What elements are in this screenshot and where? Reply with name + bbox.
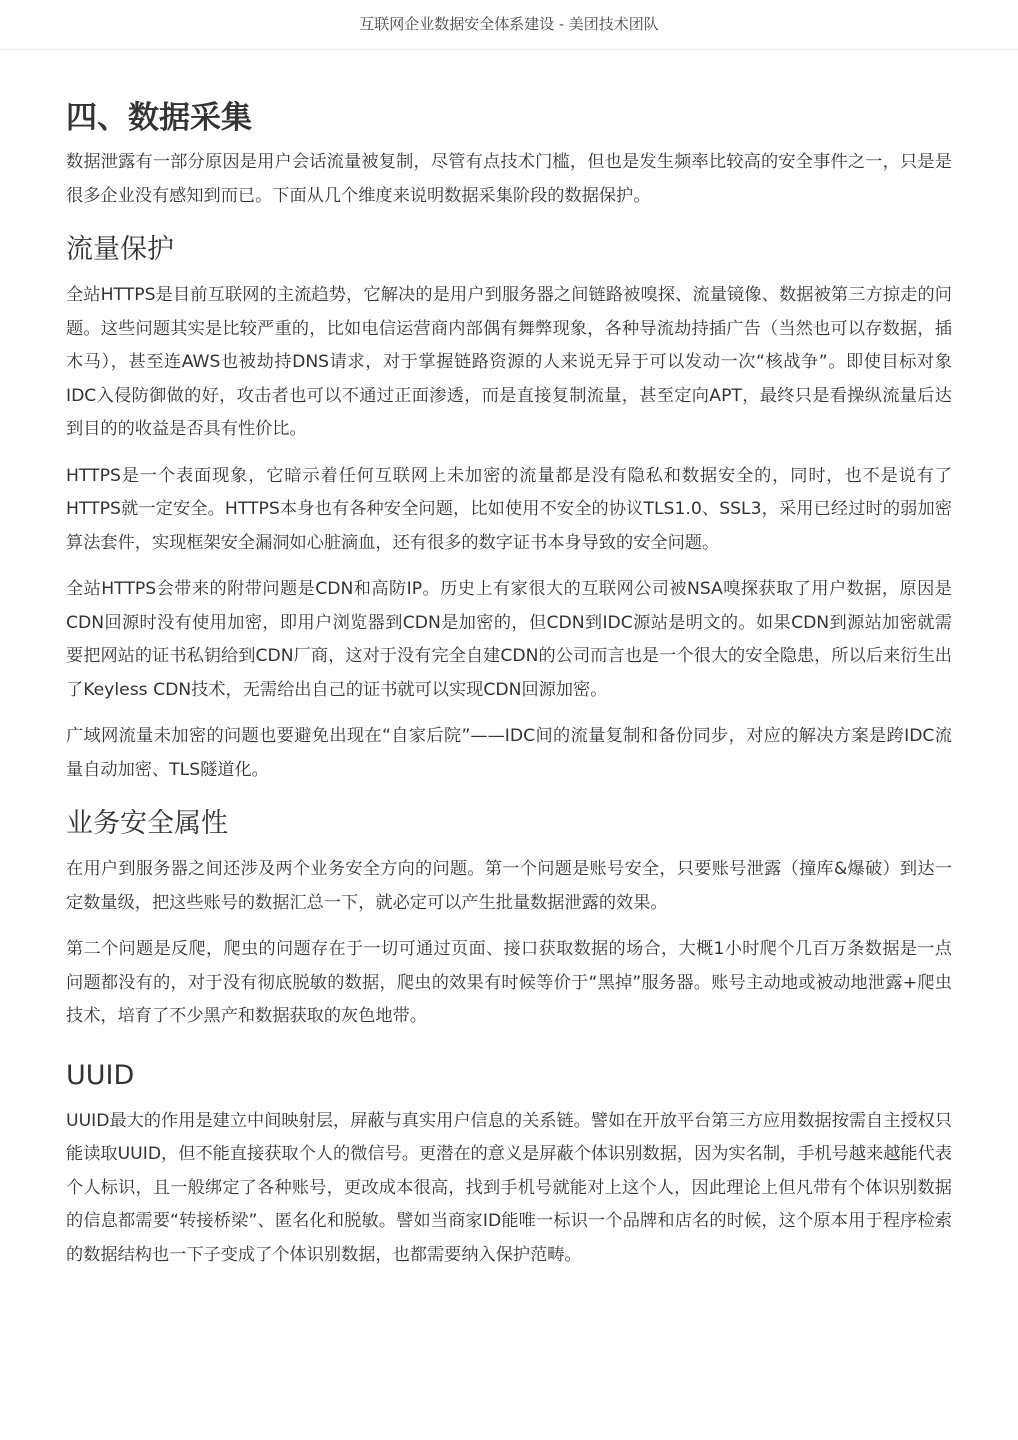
paragraph: HTTPS是一个表面现象，它暗示着任何互联网上未加密的流量都是没有隐私和数据安全的，同时，也不是说有了HTTPS就一定安全。HTTPS本身也有各种安全问题，比如使用不安全的协议TLS1.0、SSL3，采用已经过时的弱加密算法套件，实现框架安全漏洞如心脏滴血，还有很多的数字证书本身导致的安全问题。 xyxy=(66,465,952,553)
paragraph: 全站HTTPS是目前互联网的主流趋势，它解决的是用户到服务器之间链路被嗅探、流量镜像、数据被第三方掠走的问题。这些问题其实是比较严重的，比如电信运营商内部偶有舞弊现象，各种导流劫持插广告（当然也可以存数据，插木马），甚至连AWS也被劫持DNS请求，对于掌握链路资源的人来说无异于可以发动一次“核战争”。即使目标对象IDC入侵防御做的好，攻击者也可以不通过正面渗透，而是直接复制流量，甚至定向APT，最终只是看操纵流量后达到目的的收益是否具有性价比。 xyxy=(66,285,952,439)
subsection-heading-business-security: 业务安全属性 xyxy=(66,808,228,839)
subsection-heading-traffic-protection: 流量保护 xyxy=(66,234,174,265)
page-header xyxy=(0,0,1018,50)
paragraph: UUID最大的作用是建立中间映射层，屏蔽与真实用户信息的关系链。譬如在开放平台第三方应用数据按需自主授权只能读取UUID，但不能直接获取个人的微信号。更潜在的意义是屏蔽个体识别数据，因为实名制，手机号越来越能代表个人标识，且一般绑定了各种账号，更改成本很高，找到手机号就能对上这个人，因此理论上但凡带有个体识别数据的信息都需要“转接桥梁”、匿名化和脱敏。譬如当商家ID能唯一标识一个品牌和店名的时候，这个原本用于程序检索的数据结构也一下子变成了个体识别数据，也都需要纳入保护范畴。 xyxy=(66,1110,952,1265)
page-header-title: 互联网企业数据安全体系建设 - 美团技术团队 xyxy=(359,15,659,33)
paragraph: 全站HTTPS会带来的附带问题是CDN和高防IP。历史上有家很大的互联网公司被NSA嗅探获取了用户数据，原因是CDN回源时没有使用加密，即用户浏览器到CDN是加密的，但CDN到IDC源站是明文的。如果CDN到源站加密就需要把网站的证书私钥给到CDN厂商，这对于没有完全自建CDN的公司而言也是一个很大的安全隐患，所以后来衍生出了Keyless CDN技术，无需给出自己的证书就可以实现CDN回源加密。 xyxy=(66,579,952,700)
section-heading: 四、数据采集 xyxy=(66,100,252,136)
section-intro-paragraph: 数据泄露有一部分原因是用户会话流量被复制，尽管有点技术门槛，但也是发生频率比较高的安全事件之一，只是是很多企业没有感知到而已。下面从几个维度来说明数据采集阶段的数据保护。 xyxy=(66,152,952,206)
article-body xyxy=(66,96,952,1272)
paragraph: 广域网流量未加密的问题也要避免出现在“自家后院”——IDC间的流量复制和备份同步，对应的解决方案是跨IDC流量自动加密、TLS隧道化。 xyxy=(66,726,952,780)
subsection-heading-uuid: UUID xyxy=(66,1059,135,1091)
paragraph: 在用户到服务器之间还涉及两个业务安全方向的问题。第一个问题是账号安全，只要账号泄露（撞库&爆破）到达一定数量级，把这些账号的数据汇总一下，就必定可以产生批量数据泄露的效果。 xyxy=(66,859,952,913)
paragraph: 第二个问题是反爬，爬虫的问题存在于一切可通过页面、接口获取数据的场合，大概1小时爬个几百万条数据是一点问题都没有的，对于没有彻底脱敏的数据，爬虫的效果有时候等价于“黑掉”服务器。账号主动地或被动地泄露+爬虫技术，培育了不少黑产和数据获取的灰色地带。 xyxy=(66,939,952,1026)
